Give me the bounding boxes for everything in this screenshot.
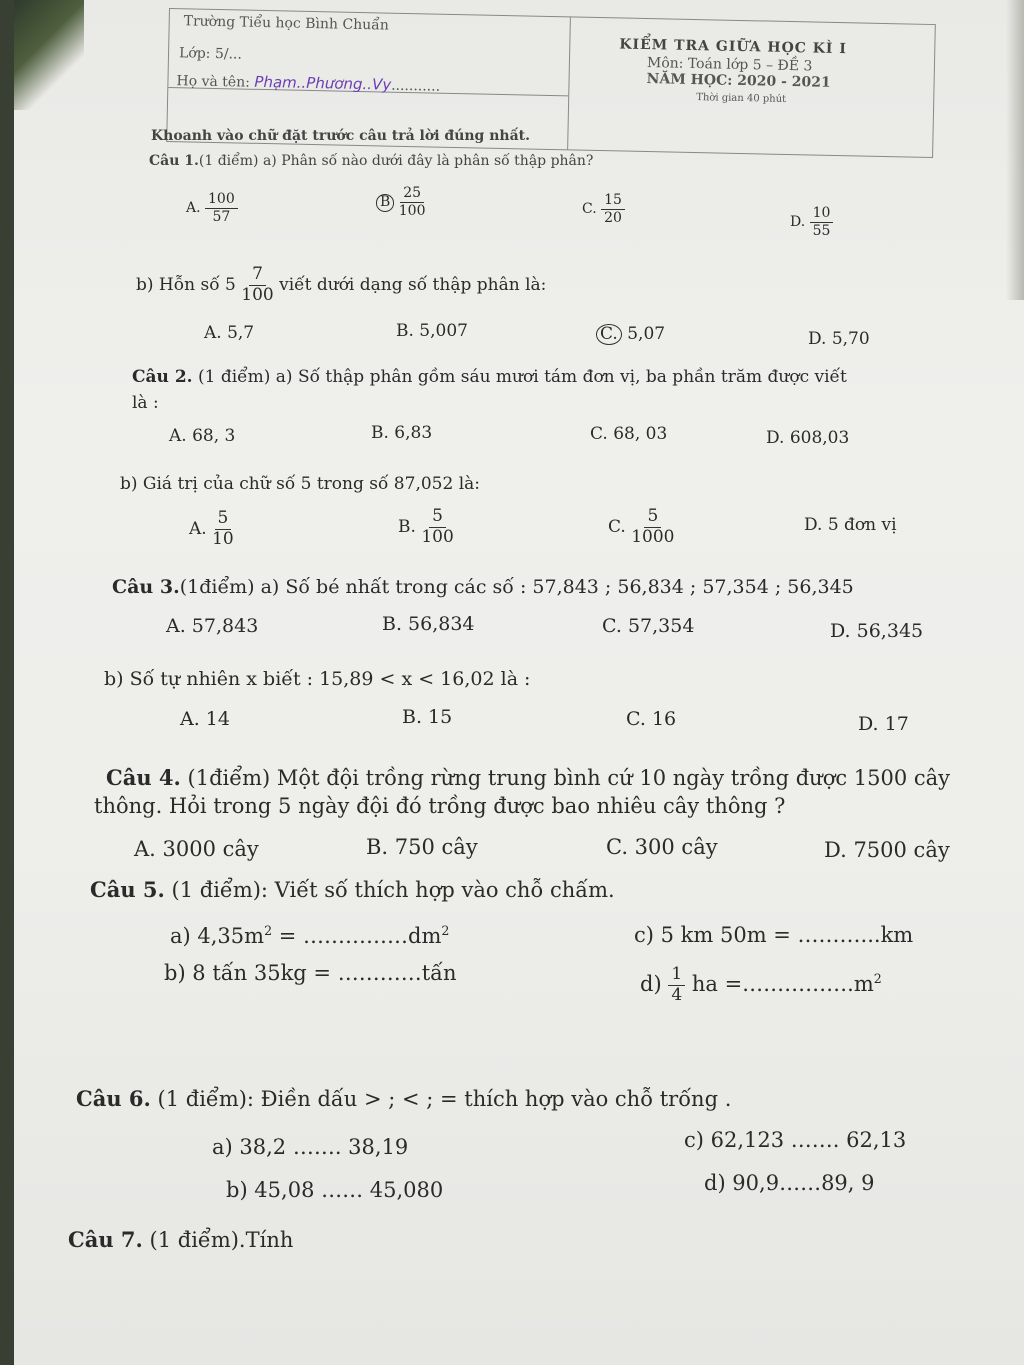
mixed-whole: 5 [225,274,236,295]
q5a-tail: = ……………dm [272,924,442,948]
q4-option-c: C. 300 cây [606,835,718,859]
q2b-option-d: D. 5 đơn vị [804,515,897,535]
q1b-option-a: A. 5,7 [204,323,255,343]
q5a-text: a) 4,35m [170,924,265,948]
q2a-option-a: A. 68, 3 [169,426,236,446]
exam-subject: Môn: Toán lớp 5 – ĐỀ 3 [646,55,813,75]
q2-label: Câu 2. [132,367,193,387]
fraction: $\frac{7}{100}$ [241,264,274,305]
fraction: $\frac{100}{57}$ [205,192,238,224]
fraction: $\frac{5}{10}$ [212,508,234,549]
fraction: $\frac{15}{20}$ [601,193,625,225]
q2a-option-c: C. 68, 03 [590,424,668,444]
q6-text [76,1086,731,1111]
q1-label: Câu 1. [149,153,199,169]
q3b-option-a: A. 14 [180,708,230,730]
superscript: 2 [441,923,450,938]
student-name-handwritten: Phạm..Phương..Vy [254,72,392,94]
option-letter: D. [790,214,806,231]
q7-label: Câu 7. [68,1227,143,1252]
fraction: $\frac{10}{55}$ [810,206,834,238]
q4-text-cont: thông. Hỏi trong 5 ngày đội đó trồng được bao nhiêu cây thông ? [94,794,786,818]
q2b-option-c [608,508,674,547]
q7-prompt: (1 điểm).Tính [149,1228,294,1252]
name-dots: ........... [391,77,441,95]
fraction: $\frac{5}{1000}$ [631,506,675,547]
fraction: $\frac{5}{100}$ [421,506,454,547]
q6-item-b: b) 45,08 …… 45,080 [226,1178,444,1202]
option-letter: B. [398,516,416,537]
exam-title: KIỂM TRA GIỮA HỌC KÌ I [619,36,848,58]
exam-paper [14,0,1024,1365]
q5-prompt: (1 điểm): Viết số thích hợp vào chỗ chấm. [171,878,615,902]
circled-answer: B [376,194,394,211]
option-letter: C. [608,516,626,537]
q2b-option-a [189,510,234,549]
student-name-line [176,71,440,95]
q5-item-c: c) 5 km 50m = ………...km [634,923,914,947]
q1b-post: viết dưới dạng số thập phân là: [279,274,547,295]
q6-label: Câu 6. [76,1086,151,1111]
q4-label: Câu 4. [106,765,181,790]
q3b-text: b) Số tự nhiên x biết : 15,89 < x < 16,02 là : [104,668,531,690]
class-line: Lớp: 5/... [178,45,243,63]
superscript: 2 [873,970,882,986]
q1b-pre: b) Hỗn số [136,274,220,295]
q3a-option-c: C. 57,354 [602,615,695,637]
q1-prompt: (1 điểm) a) Phân số nào dưới đây là phân số thập phân? [198,153,594,169]
q3-label: Câu 3. [112,576,180,598]
q3-prompt: (1điểm) a) Số bé nhất trong các số : 57,843 ; 56,834 ; 57,354 ; 56,345 [179,576,854,598]
background-object [14,0,84,110]
q4-prompt: (1điểm) Một đội trồng rừng trung bình cứ 10 ngày trồng được 1500 cây [187,766,951,790]
q2-text-cont: là : [132,393,159,413]
q1a-option-a [186,192,238,224]
q1b-option-b: B. 5,007 [396,321,468,341]
q5-text [90,877,615,902]
exam-duration: Thời gian 40 phút [696,92,787,105]
school-name: Trường Tiểu học Bình Chuẩn [183,13,389,34]
q3b-option-d: D. 17 [858,713,909,735]
circled-answer: C. [596,324,622,345]
q5-item-d [640,966,882,1005]
header-divider [567,17,571,149]
q3-text [112,576,854,598]
q1a-option-d [790,206,833,238]
q2b-text: b) Giá trị của chữ số 5 trong số 87,052 là: [120,474,480,494]
q1b-text [136,266,546,305]
q1a-option-c [582,193,625,225]
q4-text [106,765,950,790]
q6-item-a: a) 38,2 ……. 38,19 [212,1135,409,1159]
q6-item-c: c) 62,123 ……. 62,13 [684,1128,907,1152]
q3b-option-c: C. 16 [626,708,677,730]
q3b-option-b: B. 15 [402,706,453,728]
q4-option-a: A. 3000 cây [134,837,259,861]
q2b-option-b [398,508,454,547]
q3a-option-b: B. 56,834 [382,613,475,635]
q1b-option-d: D. 5,70 [808,329,870,349]
q2a-option-d: D. 608,03 [766,428,850,448]
option-value: 5,07 [627,324,666,344]
q3a-option-a: A. 57,843 [166,615,259,637]
q4-option-b: B. 750 cây [366,835,478,859]
q5-label: Câu 5. [90,877,165,902]
q5-item-a [170,923,449,948]
q2-text [132,367,847,387]
q3a-option-d: D. 56,345 [830,620,924,642]
q5d-post: ha =…………….m [691,971,874,996]
fraction: $\frac{1}{4}$ [668,966,685,1005]
option-letter: A. [189,518,207,539]
q6-prompt: (1 điểm): Điền dấu > ; < ; = thích hợp vào chỗ trống . [157,1087,732,1111]
superscript: 2 [264,923,273,938]
q6-item-d: d) 90,9……89, 9 [704,1171,875,1195]
option-letter: A. [186,200,201,217]
school-year: NĂM HỌC: 2020 - 2021 [646,71,831,91]
q4-option-d: D. 7500 cây [824,838,950,862]
q2a-option-b: B. 6,83 [371,423,433,443]
q2-prompt: (1 điểm) a) Số thập phân gồm sáu mươi tám đơn vị, ba phần trăm được viết [197,367,847,387]
option-letter: C. [582,201,597,218]
q5-item-b: b) 8 tấn 35kg = …………tấn [164,961,457,985]
q1-text [149,153,593,169]
instruction: Khoanh vào chữ đặt trước câu trả lời đúng nhất. [151,128,530,144]
q1b-option-c [596,324,665,345]
name-label: Họ và tên: [176,73,251,91]
fraction: $\frac{25}{100}$ [398,185,426,219]
q5d-pre: d) [640,971,662,996]
q7-text [68,1227,293,1252]
q1a-option-b [376,186,425,218]
paper-edge-shadow [1006,0,1024,300]
